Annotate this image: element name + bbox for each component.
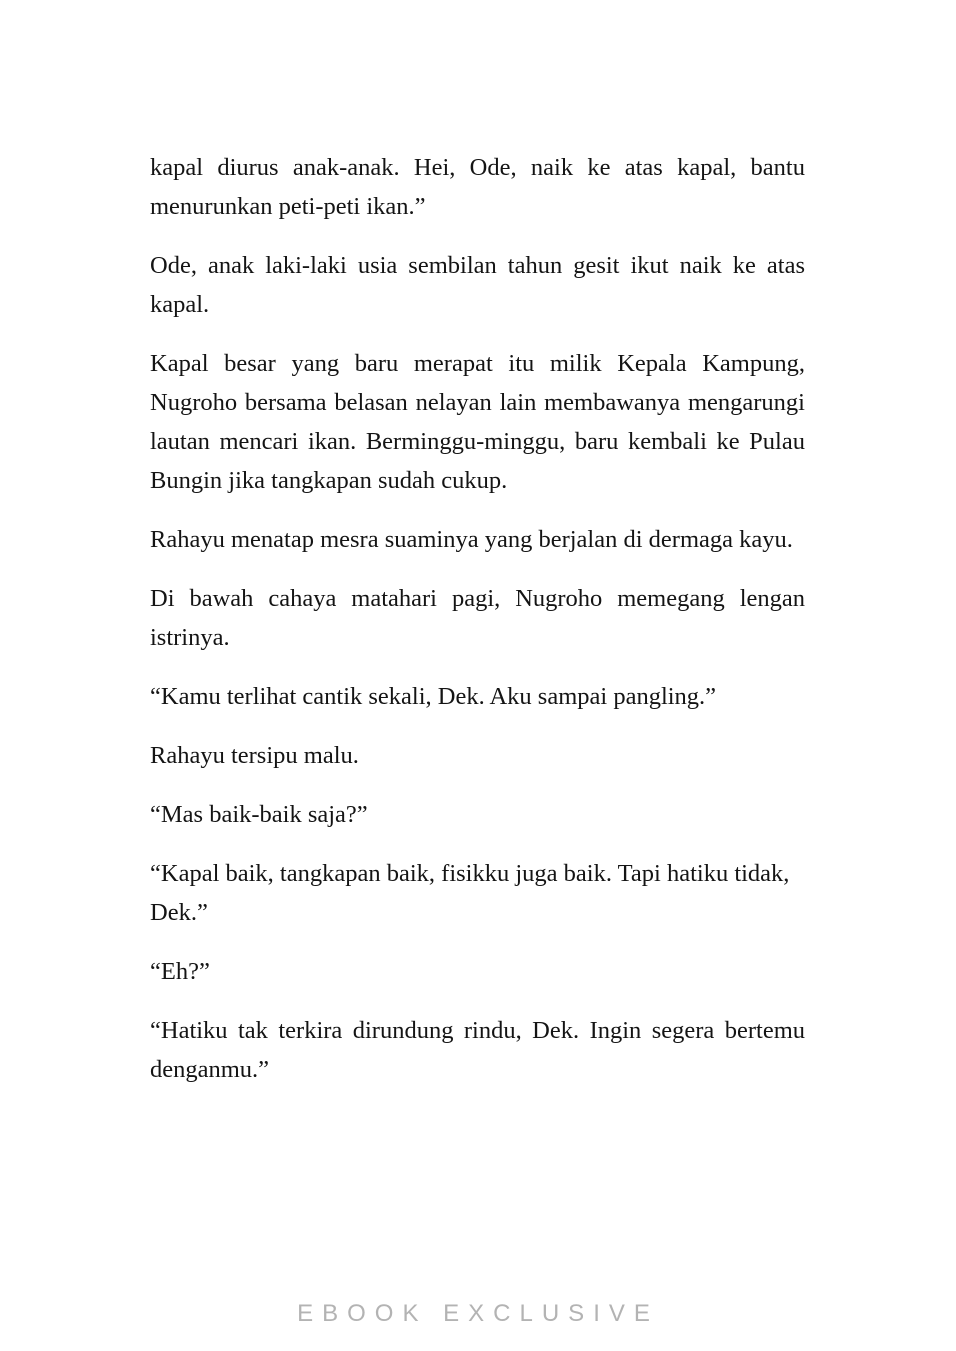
- footer-watermark: EBOOK EXCLUSIVE: [297, 1300, 659, 1327]
- paragraph: “Hatiku tak terkira dirundung rindu, Dek. Ingin segera bertemu denganmu.”: [150, 1017, 805, 1083]
- paragraph: Ode, anak laki-laki usia sembilan tahun gesit ikut naik ke atas kapal.: [150, 252, 805, 318]
- paragraph: “Kamu terlihat cantik sekali, Dek. Aku sampai pangling.”: [150, 683, 717, 710]
- paragraph: Rahayu menatap mesra suaminya yang berjalan di dermaga kayu.: [150, 526, 793, 553]
- paragraph: Di bawah cahaya matahari pagi, Nugroho memegang lengan istrinya.: [150, 585, 805, 651]
- paragraph: “Mas baik-baik saja?”: [150, 801, 368, 828]
- paragraph: Rahayu tersipu malu.: [150, 742, 359, 769]
- paragraph: “Eh?”: [150, 958, 210, 985]
- paragraph: “Kapal baik, tangkapan baik, fisikku juga baik. Tapi hatiku tidak, Dek.”: [150, 860, 790, 926]
- paragraph: kapal diurus anak-anak. Hei, Ode, naik ke atas kapal, bantu menurunkan peti-peti ikan.”: [150, 154, 805, 220]
- paragraph: Kapal besar yang baru merapat itu milik Kepala Kampung, Nugroho bersama belasan nelayan lain membawanya mengarungi lautan mencari ikan. Berminggu-minggu, baru kembali ke Pulau Bungin jika tangkapan sudah cukup.: [150, 350, 805, 494]
- body-text: [150, 148, 805, 1109]
